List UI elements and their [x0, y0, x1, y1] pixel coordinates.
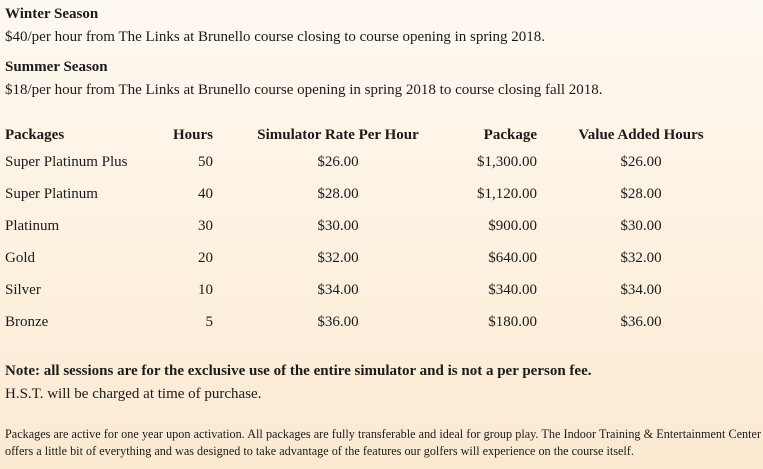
package-hours: 50 [198, 153, 213, 170]
package-value: $30.00 [620, 217, 662, 234]
package-rate: $36.00 [317, 313, 359, 330]
package-price: $340.00 [488, 281, 537, 298]
package-price: $180.00 [488, 313, 537, 330]
header-package: Package [483, 126, 537, 143]
summer-season-text: $18/per hour from The Links at Brunello course opening in spring 2018 to course closing fall 2018. [5, 82, 603, 98]
table-row [5, 178, 745, 210]
table-row [5, 274, 745, 306]
package-name: Silver [5, 281, 41, 298]
package-rate: $32.00 [317, 249, 359, 266]
package-name: Bronze [5, 313, 49, 330]
table-row [5, 306, 745, 338]
package-rate: $26.00 [317, 153, 359, 170]
package-hours: 20 [198, 249, 213, 266]
sessions-note: Note: all sessions are for the exclusive use of the entire simulator and is not a per person fee. [5, 363, 592, 379]
winter-season-title: Winter Season [5, 6, 99, 22]
package-hours: 10 [198, 281, 213, 298]
fine-print: Packages are active for one year upon activation. All packages are fully transferable and ideal for group play. The Indoor Training & Entertainment Center offers a little bit of everything and was designed to take advantage of the features our golfers will experience on the course itself. [5, 427, 761, 458]
package-price: $1,120.00 [477, 185, 537, 202]
package-name: Gold [5, 249, 35, 266]
table-row [5, 146, 745, 178]
header-value-added-hours: Value Added Hours [578, 126, 704, 143]
package-hours: 5 [205, 313, 213, 330]
packages-table [5, 124, 745, 338]
table-row [5, 210, 745, 242]
package-name: Super Platinum [5, 185, 98, 202]
package-value: $28.00 [620, 185, 662, 202]
package-hours: 30 [198, 217, 213, 234]
package-value: $36.00 [620, 313, 662, 330]
package-name: Super Platinum Plus [5, 153, 128, 170]
header-rate: Simulator Rate Per Hour [257, 126, 419, 143]
hst-note: H.S.T. will be charged at time of purchase. [5, 386, 262, 402]
package-value: $32.00 [620, 249, 662, 266]
summer-season-title: Summer Season [5, 59, 108, 75]
winter-season-text: $40/per hour from The Links at Brunello course closing to course opening in spring 2018. [5, 29, 546, 45]
package-rate: $30.00 [317, 217, 359, 234]
header-packages: Packages [5, 126, 65, 143]
table-header-row [5, 124, 745, 146]
package-price: $900.00 [488, 217, 537, 234]
table-row [5, 242, 745, 274]
package-name: Platinum [5, 217, 60, 234]
package-rate: $34.00 [317, 281, 359, 298]
package-price: $1,300.00 [477, 153, 537, 170]
package-hours: 40 [198, 185, 213, 202]
package-rate: $28.00 [317, 185, 359, 202]
package-value: $26.00 [620, 153, 662, 170]
header-hours: Hours [172, 126, 213, 143]
package-value: $34.00 [620, 281, 662, 298]
package-price: $640.00 [488, 249, 537, 266]
